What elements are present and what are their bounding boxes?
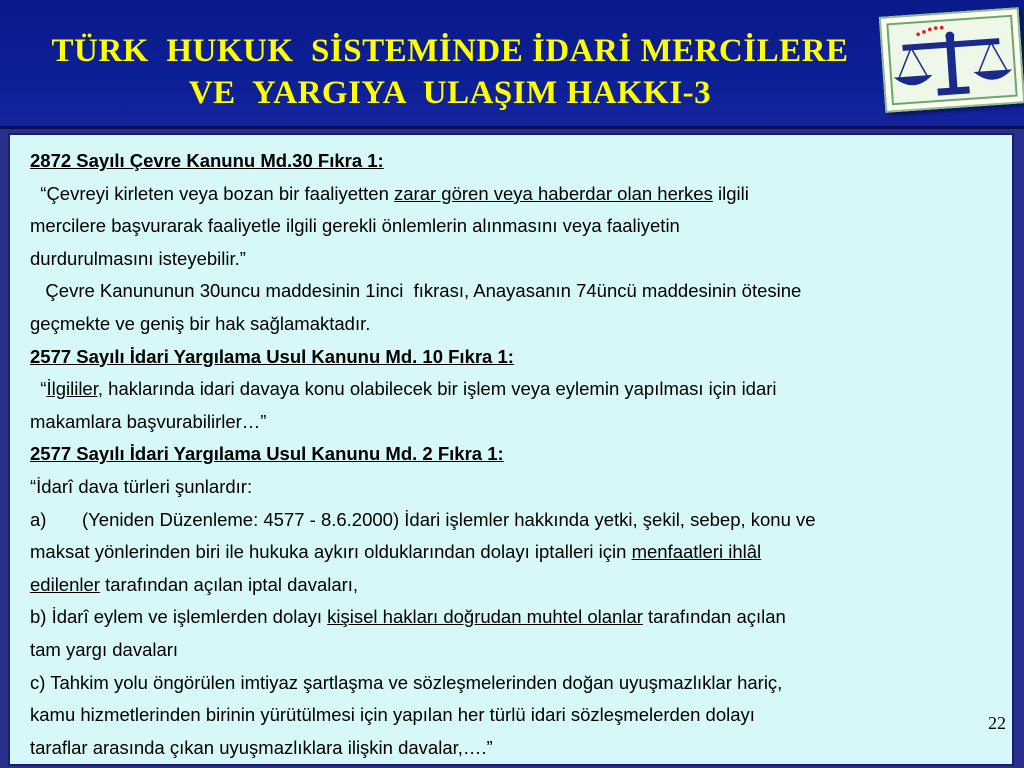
scales-of-justice-icon	[881, 9, 1023, 110]
paragraph-line: mercilere başvurarak faaliyetle ilgili gerekli önlemlerin alınmasını veya faaliyetin	[30, 215, 680, 237]
paragraph-line: “İdarî dava türleri şunlardır:	[30, 475, 253, 497]
paragraph-line: Çevre Kanununun 30uncu maddesinin 1inci fıkrası, Anayasanın 74üncü maddesinin ötesine	[30, 280, 802, 302]
paragraph-line: edilenler tarafından açılan iptal davaları,	[30, 573, 359, 595]
paragraph-line: “Çevreyi kirleten veya bozan bir faaliyetten zarar gören veya haberdar olan herkes ilgili	[30, 182, 749, 204]
list-item-c: c) Tahkim yolu öngörülen imtiyaz şartlaşma ve sözleşmelerinden doğan uyuşmazlıklar hariç,	[30, 671, 783, 693]
paragraph-line: geçmekte ve geniş bir hak sağlamaktadır.	[30, 312, 371, 334]
title-line-2: VE YARGIYA ULAŞIM HAKKI-3	[188, 75, 712, 111]
heading-iyuk-md2: 2577 Sayılı İdari Yargılama Usul Kanunu Md. 2 Fıkra 1:	[30, 443, 504, 465]
paragraph-line: makamlara başvurabilirler…”	[30, 410, 267, 432]
paragraph-line: maksat yönlerinden biri ile hukuka aykırı olduklarından dolayı iptalleri için menfaatleri ihlâl	[30, 541, 762, 563]
paragraph-line: tam yargı davaları	[30, 638, 179, 660]
paragraph-line: kamu hizmetlerinden birinin yürütülmesi için yapılan her türlü idari sözleşmelerden dolayı	[30, 704, 755, 726]
paragraph-line: taraflar arasında çıkan uyuşmazlıklara ilişkin davalar,….”	[30, 736, 493, 758]
slide-title	[10, 30, 890, 114]
list-item-b: b) İdarî eylem ve işlemlerden dolayı kişisel hakları doğrudan muhtel olanlar tarafından açılan	[30, 606, 786, 628]
title-line-1: TÜRK HUKUK SİSTEMİNDE İDARİ MERCİLERE	[51, 33, 849, 69]
paragraph-line: durdurulmasını isteyebilir.”	[30, 247, 246, 269]
page-number: 22	[988, 713, 1006, 733]
justice-logo	[879, 7, 1024, 113]
heading-iyuk-md10: 2577 Sayılı İdari Yargılama Usul Kanunu Md. 10 Fıkra 1:	[30, 345, 514, 367]
paragraph-line: “İlgililer, haklarında idari davaya konu olabilecek bir işlem veya eylemin yapılması için idari	[30, 378, 777, 400]
list-item-a: a) (Yeniden Düzenleme: 4577 - 8.6.2000) İdari işlemler hakkında yetki, şekil, sebep, konu ve	[30, 508, 816, 530]
heading-cevre-kanunu: 2872 Sayılı Çevre Kanunu Md.30 Fıkra 1:	[30, 150, 384, 171]
slide-body	[30, 145, 1005, 764]
